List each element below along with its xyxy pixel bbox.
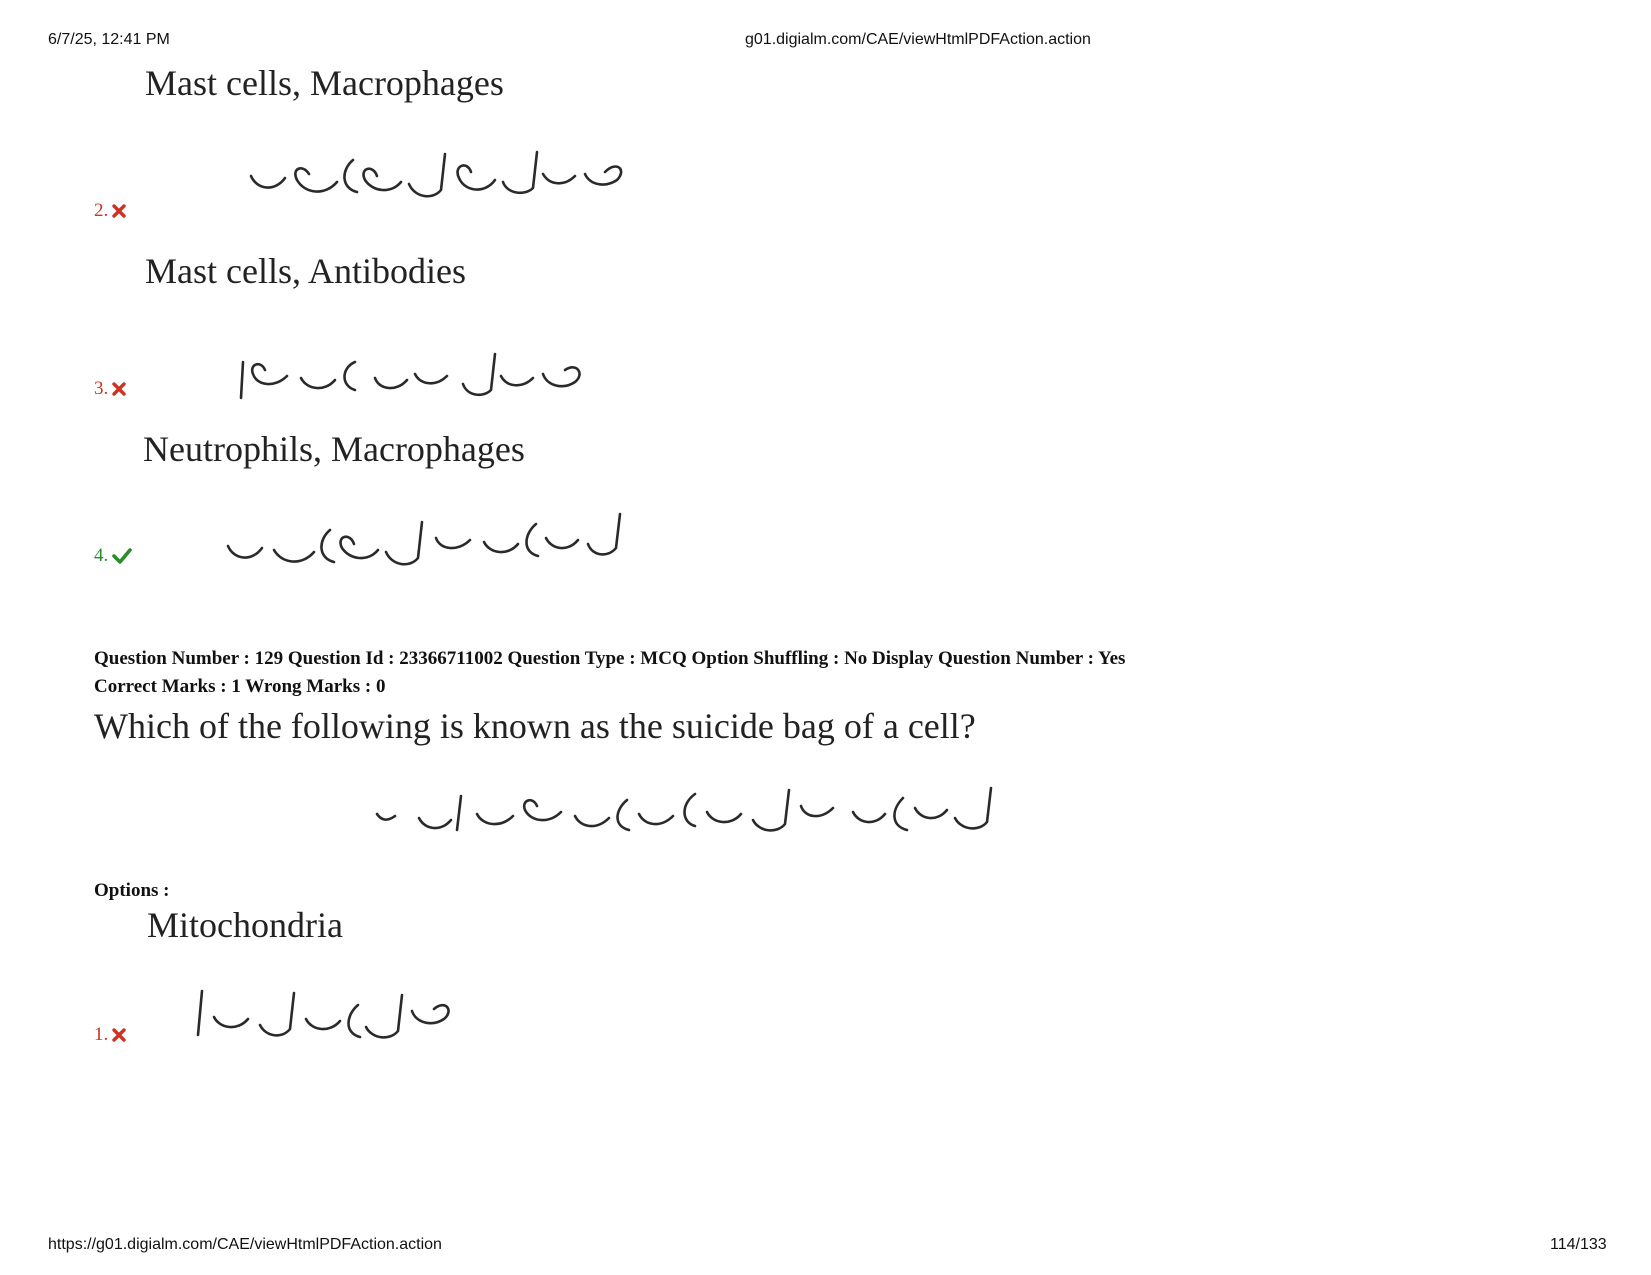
prev-option-1-urdu-image bbox=[245, 130, 635, 210]
question-meta-line-2: Correct Marks : 1 Wrong Marks : 0 bbox=[94, 676, 386, 697]
option-1-number: 1. bbox=[94, 1024, 126, 1046]
prev-option-3-text: Neutrophils, Macrophages bbox=[143, 429, 525, 469]
prev-option-2-text: Mast cells, Antibodies bbox=[145, 251, 466, 291]
prev-option-2-urdu-image bbox=[235, 340, 585, 410]
prev-option-1-text: Mast cells, Macrophages bbox=[145, 63, 504, 103]
cross-icon bbox=[112, 1028, 126, 1042]
question-text: Which of the following is known as the suicide bag of a cell? bbox=[94, 706, 976, 746]
option-1-text: Mitochondria bbox=[147, 905, 343, 945]
page-number: 114/133 bbox=[1550, 1236, 1607, 1253]
question-meta-line-1: Question Number : 129 Question Id : 23366711002 Question Type : MCQ Option Shuffling : No Display Question Number : Yes bbox=[94, 648, 1126, 669]
print-footer-url: https://g01.digialm.com/CAE/viewHtmlPDFAction.action bbox=[48, 1236, 442, 1253]
prev-option-2-number: 2. bbox=[94, 200, 126, 222]
option-1-urdu-image bbox=[190, 975, 450, 1055]
cross-icon bbox=[112, 382, 126, 396]
print-header-url: g01.digialm.com/CAE/viewHtmlPDFAction.action bbox=[745, 31, 1091, 48]
print-datetime: 6/7/25, 12:41 PM bbox=[48, 31, 170, 48]
cross-icon bbox=[112, 204, 126, 218]
options-label: Options : bbox=[94, 880, 170, 901]
question-urdu-image bbox=[355, 770, 1005, 860]
prev-option-4-number: 4. bbox=[94, 545, 132, 567]
prev-option-3-urdu-image bbox=[222, 500, 632, 580]
prev-option-3-number: 3. bbox=[94, 378, 126, 400]
check-icon bbox=[112, 548, 132, 564]
